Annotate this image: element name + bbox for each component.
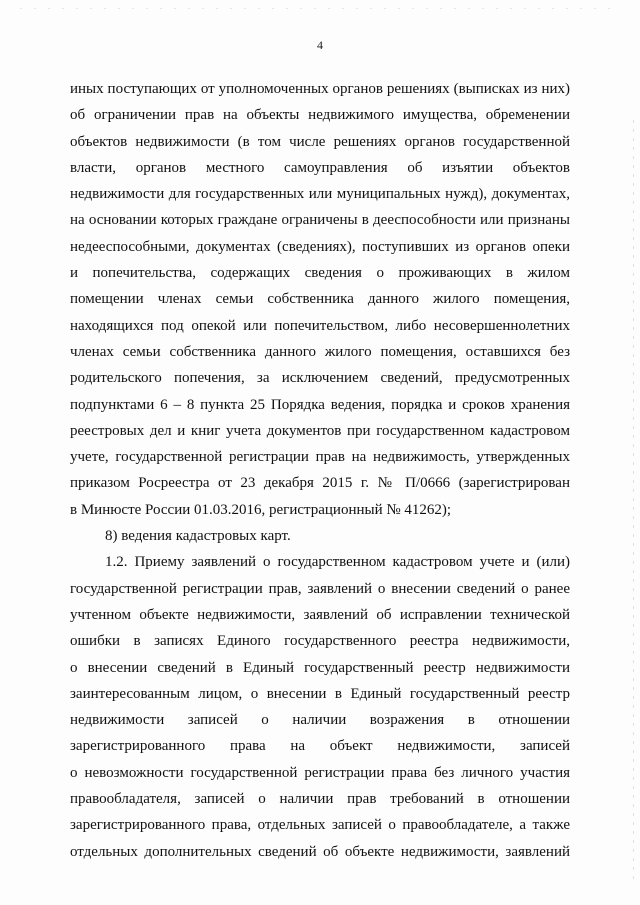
text-line: ошибки в записях Единого государственного реестра недвижимости, bbox=[70, 633, 570, 650]
text-line: государственной регистрации прав, заявлений о внесении сведений о ранее bbox=[70, 580, 570, 597]
body-text bbox=[70, 76, 570, 865]
text-line: 8) ведения кадастровых карт. bbox=[105, 528, 291, 545]
text-line: зарегистрированного права на объект недвижимости, записей bbox=[70, 738, 570, 755]
text-line: учете, государственной регистрации прав на недвижимость, утвержденных bbox=[70, 449, 570, 466]
text-line: на основании которых граждане ограничены в дееспособности или признаны bbox=[70, 212, 570, 229]
text-line: правообладателя, записей о наличии прав требований в отношении bbox=[70, 791, 570, 808]
text-line: недвижимости для государственных или муниципальных нужд), документах, bbox=[70, 186, 570, 203]
text-line: учтенном объекте недвижимости, заявлений об исправлении технической bbox=[70, 606, 570, 623]
text-line: заинтересованным лицом, о внесении в Единый государственный реестр bbox=[70, 685, 570, 702]
text-line: недвижимости записей о наличии возражения в отношении bbox=[70, 712, 570, 729]
text-line: об ограничении прав на объекты недвижимого имущества, обременении bbox=[70, 107, 570, 124]
text-line: реестровых дел и книг учета документов при государственном кадастровом bbox=[70, 422, 570, 439]
text-line: зарегистрированного права, отдельных записей о правообладателе, а также bbox=[70, 817, 570, 834]
text-line: приказом Росреестра от 23 декабря 2015 г. № П/0666 (зарегистрирован bbox=[70, 475, 570, 492]
text-line: 1.2. Приему заявлений о государственном кадастровом учете и (или) bbox=[105, 554, 570, 571]
text-line: о невозможности государственной регистрации права без личного участия bbox=[70, 764, 570, 781]
text-line: помещении членах семьи собственника данного жилого помещения, bbox=[70, 291, 570, 308]
text-line: и попечительства, содержащих сведения о проживающих в жилом bbox=[70, 265, 570, 282]
text-line: отдельных дополнительных сведений об объекте недвижимости, заявлений bbox=[70, 843, 570, 860]
page-number: 4 bbox=[317, 38, 323, 52]
text-line: подпунктами 6 – 8 пункта 25 Порядка ведения, порядка и сроков хранения bbox=[70, 396, 570, 413]
text-line: в Минюсте России 01.03.2016, регистрационный № 41262); bbox=[70, 501, 452, 518]
text-line: иных поступающих от уполномоченных органов решениях (выписках из них) bbox=[70, 81, 570, 97]
text-line: недееспособными, документах (сведениях), поступивших из органов опеки bbox=[70, 238, 570, 255]
text-line: о внесении сведений в Единый государственный реестр недвижимости bbox=[70, 659, 570, 676]
text-line: находящихся под опекой или попечительством, либо несовершеннолетних bbox=[70, 317, 570, 334]
scan-edge-top bbox=[20, 8, 620, 9]
text-line: членах семьи собственника данного жилого помещения, оставшихся без bbox=[70, 343, 570, 360]
text-line: объектов недвижимости (в том числе решениях органов государственной bbox=[70, 133, 570, 150]
scan-edge-right bbox=[633, 120, 634, 880]
text-line: родительского попечения, за исключением сведений, предусмотренных bbox=[70, 370, 570, 387]
text-line: власти, органов местного самоуправления об изъятии объектов bbox=[70, 159, 570, 176]
